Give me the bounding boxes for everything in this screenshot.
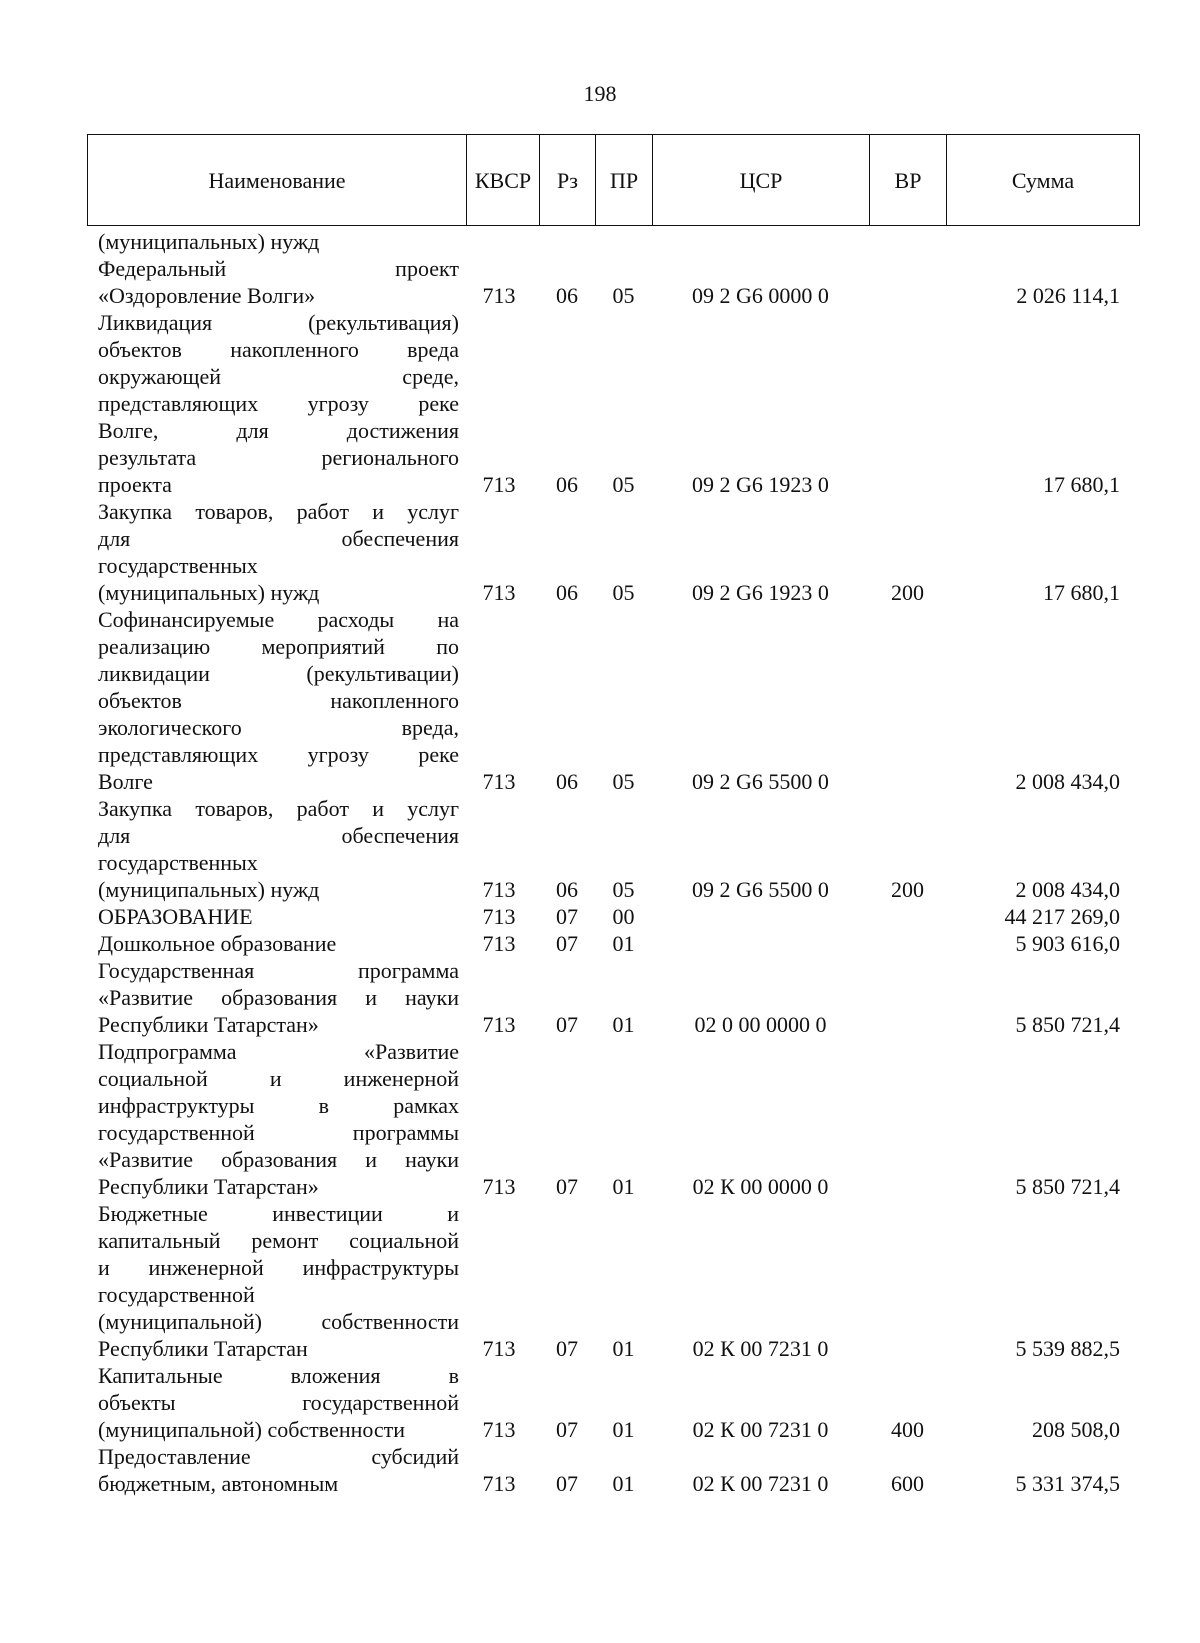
row-name-line: (муниципальных) нужд xyxy=(98,229,320,254)
table-row xyxy=(87,957,1140,1038)
row-rz: 07 xyxy=(556,1417,578,1442)
page-number: 198 xyxy=(583,81,617,106)
row-name-line: Волге xyxy=(98,769,153,794)
table-row xyxy=(87,795,1140,903)
row-name-line: инфраструктуры в рамках xyxy=(98,1093,459,1118)
row-pr: 05 xyxy=(612,580,635,605)
table-row xyxy=(87,1362,1140,1443)
row-pr: 05 xyxy=(612,769,635,794)
row-name-line: объектов накопленного xyxy=(98,688,459,713)
row-vr: 200 xyxy=(891,580,924,605)
row-name-line: проекта xyxy=(98,472,172,497)
row-sum: 17 680,1 xyxy=(1043,472,1120,497)
row-csr: 09 2 G6 5500 0 xyxy=(692,877,829,902)
row-name xyxy=(87,903,459,930)
row-vr: 400 xyxy=(891,1417,924,1442)
row-name xyxy=(87,930,459,957)
row-pr: 00 xyxy=(612,904,635,929)
row-name-line: государственной программы xyxy=(98,1120,459,1145)
row-rz: 07 xyxy=(556,931,578,956)
row-name-line: Закупка товаров, работ и услуг xyxy=(98,499,459,524)
row-pr: 05 xyxy=(612,472,635,497)
row-name xyxy=(87,957,459,1038)
row-pr: 01 xyxy=(612,1336,635,1361)
row-csr: 02 0 00 0000 0 xyxy=(694,1012,827,1037)
row-sum: 5 331 374,5 xyxy=(1015,1471,1120,1496)
row-pr: 01 xyxy=(612,1012,635,1037)
row-sum: 208 508,0 xyxy=(1032,1417,1120,1442)
row-name-line: и инженерной инфраструктуры xyxy=(98,1255,459,1280)
row-kvsr: 713 xyxy=(482,904,516,929)
row-name-line: Государственная программа xyxy=(98,958,459,983)
table-row xyxy=(87,255,1140,309)
row-kvsr: 713 xyxy=(482,1336,516,1361)
header-csr: ЦСР xyxy=(653,135,870,225)
row-sum: 44 217 269,0 xyxy=(1004,904,1120,929)
row-name-line: государственных xyxy=(98,850,258,875)
row-name-line: представляющих угрозу реке xyxy=(98,391,459,416)
row-name-line: Ликвидация (рекультивация) xyxy=(98,310,459,335)
row-name-line: (муниципальной) собственности xyxy=(98,1417,406,1442)
row-name xyxy=(87,1200,459,1362)
row-rz: 07 xyxy=(556,1012,578,1037)
header-rz: Рз xyxy=(540,135,596,225)
row-name xyxy=(87,795,459,903)
row-rz: 06 xyxy=(556,283,578,308)
table-row xyxy=(87,1038,1140,1200)
row-name-line: социальной и инженерной xyxy=(98,1066,459,1091)
row-csr: 09 2 G6 0000 0 xyxy=(692,283,829,308)
row-name-line: объектов накопленного вреда xyxy=(98,337,459,362)
row-name-line: окружающей среде, xyxy=(98,364,459,389)
table-body xyxy=(87,228,1140,1497)
row-kvsr: 713 xyxy=(482,769,516,794)
row-sum: 5 850 721,4 xyxy=(1015,1012,1120,1037)
row-kvsr: 713 xyxy=(482,283,516,308)
table-row xyxy=(87,930,1140,957)
row-name-line: Волге, для достижения xyxy=(98,418,459,443)
row-name-line: Республики Татарстан» xyxy=(98,1012,319,1037)
row-name-line: бюджетным, автономным xyxy=(98,1471,339,1496)
row-kvsr: 713 xyxy=(482,472,516,497)
row-csr: 09 2 G6 1923 0 xyxy=(692,472,829,497)
table-row xyxy=(87,1200,1140,1362)
row-sum: 2 026 114,1 xyxy=(1016,283,1120,308)
row-sum: 2 008 434,0 xyxy=(1015,877,1120,902)
row-rz: 06 xyxy=(556,877,578,902)
row-name-line: «Оздоровление Волги» xyxy=(98,283,316,308)
row-name-line: реализацию мероприятий по xyxy=(98,634,459,659)
table-row xyxy=(87,606,1140,795)
table-row xyxy=(87,498,1140,606)
row-name xyxy=(87,498,459,606)
table-row xyxy=(87,309,1140,498)
row-rz: 07 xyxy=(556,1336,578,1361)
row-name-line: Софинансируемые расходы на xyxy=(98,607,459,632)
row-name-line: ОБРАЗОВАНИЕ xyxy=(98,904,253,929)
row-name-line: Предоставление субсидий xyxy=(98,1444,459,1469)
row-name xyxy=(87,255,459,309)
row-name-line: экологического вреда, xyxy=(98,715,459,740)
row-sum: 5 850 721,4 xyxy=(1015,1174,1120,1199)
row-name-line: Республики Татарстан xyxy=(98,1336,308,1361)
row-csr: 02 К 00 0000 0 xyxy=(692,1174,829,1199)
row-vr: 600 xyxy=(891,1471,924,1496)
row-name-line: ликвидации (рекультивации) xyxy=(98,661,459,686)
row-name-line: государственной xyxy=(98,1282,255,1307)
row-csr: 09 2 G6 5500 0 xyxy=(692,769,829,794)
row-kvsr: 713 xyxy=(482,1471,516,1496)
row-kvsr: 713 xyxy=(482,1012,516,1037)
row-name-line: результата регионального xyxy=(98,445,459,470)
row-kvsr: 713 xyxy=(482,1417,516,1442)
row-name xyxy=(87,1038,459,1200)
row-sum: 5 539 882,5 xyxy=(1015,1336,1120,1361)
row-name-line: Дошкольное образование xyxy=(98,931,337,956)
row-name-line: Закупка товаров, работ и услуг xyxy=(98,796,459,821)
row-sum: 5 903 616,0 xyxy=(1015,931,1120,956)
row-pr: 01 xyxy=(612,1471,635,1496)
row-name-line: Подпрограмма «Развитие xyxy=(98,1039,459,1064)
row-csr: 09 2 G6 1923 0 xyxy=(692,580,829,605)
row-name-line: (муниципальной) собственности xyxy=(98,1309,459,1334)
row-kvsr: 713 xyxy=(482,931,516,956)
row-pr: 05 xyxy=(612,283,635,308)
header-pr: ПР xyxy=(596,135,653,225)
row-name xyxy=(87,1362,459,1443)
row-csr: 02 К 00 7231 0 xyxy=(692,1417,829,1442)
row-vr: 200 xyxy=(891,877,924,902)
row-pr: 01 xyxy=(612,1174,635,1199)
row-name xyxy=(87,228,459,255)
row-rz: 06 xyxy=(556,472,578,497)
row-rz: 07 xyxy=(556,1174,578,1199)
row-name-line: Республики Татарстан» xyxy=(98,1174,319,1199)
row-csr: 02 К 00 7231 0 xyxy=(692,1471,829,1496)
row-rz: 06 xyxy=(556,769,578,794)
row-pr: 01 xyxy=(612,931,635,956)
row-rz: 06 xyxy=(556,580,578,605)
header-name: Наименование xyxy=(88,135,467,225)
header-sum: Сумма xyxy=(1011,167,1075,193)
row-name-line: капитальный ремонт социальной xyxy=(98,1228,459,1253)
row-name xyxy=(87,606,459,795)
table-row xyxy=(87,228,1140,255)
row-name-line: представляющих угрозу реке xyxy=(98,742,459,767)
row-name-line: для обеспечения xyxy=(98,526,459,551)
row-name xyxy=(87,309,459,498)
row-name-line: объекты государственной xyxy=(98,1390,459,1415)
header-vr: ВР xyxy=(870,135,947,225)
row-rz: 07 xyxy=(556,1471,578,1496)
row-name-line: государственных xyxy=(98,553,258,578)
row-name-line: Капитальные вложения в xyxy=(98,1363,459,1388)
table-row xyxy=(87,1443,1140,1497)
row-name-line: (муниципальных) нужд xyxy=(98,877,320,902)
row-sum: 2 008 434,0 xyxy=(1015,769,1120,794)
table-header xyxy=(87,134,1140,226)
row-csr: 02 К 00 7231 0 xyxy=(692,1336,829,1361)
table-row xyxy=(87,903,1140,930)
row-name-line: «Развитие образования и науки xyxy=(98,985,459,1010)
row-kvsr: 713 xyxy=(482,877,516,902)
row-name-line: Федеральный проект xyxy=(98,256,459,281)
row-rz: 07 xyxy=(556,904,578,929)
row-kvsr: 713 xyxy=(482,1174,516,1199)
row-kvsr: 713 xyxy=(482,580,516,605)
row-sum: 17 680,1 xyxy=(1043,580,1120,605)
row-pr: 05 xyxy=(612,877,635,902)
row-pr: 01 xyxy=(612,1417,635,1442)
row-name-line: (муниципальных) нужд xyxy=(98,580,320,605)
row-name xyxy=(87,1443,459,1497)
row-name-line: «Развитие образования и науки xyxy=(98,1147,459,1172)
header-kvsr: КВСР xyxy=(467,135,540,225)
row-name-line: для обеспечения xyxy=(98,823,459,848)
row-name-line: Бюджетные инвестиции и xyxy=(98,1201,459,1226)
